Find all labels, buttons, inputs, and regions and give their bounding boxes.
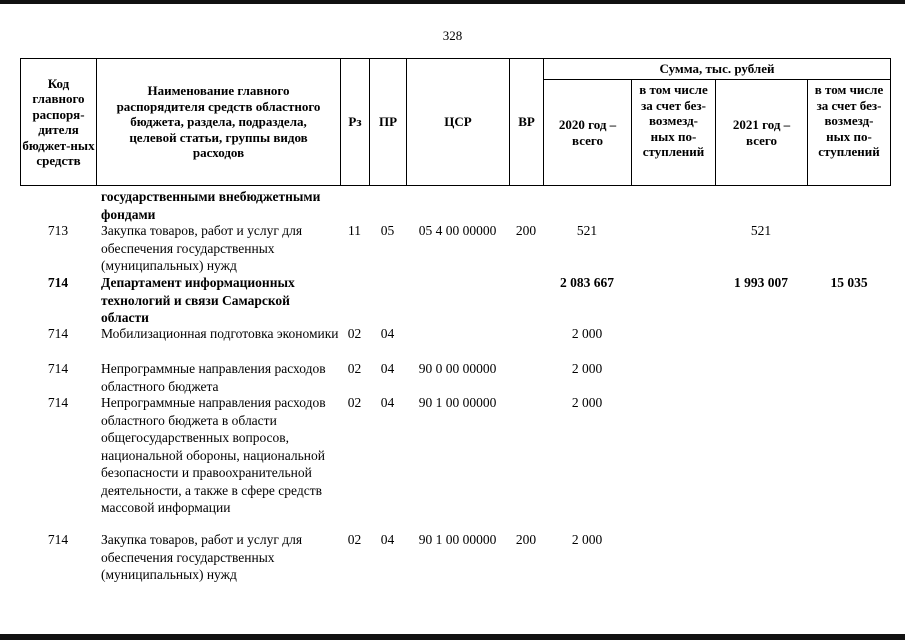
row-rz: 11	[348, 223, 361, 238]
row-pr: 04	[380, 395, 395, 410]
row-csr: 90 1 00 00000	[418, 532, 497, 547]
row-name: Непрограммные направления расходов областного бюджета в области общегосударственных вопросов, национальной обороны, национальной безопасности и правоохранительной деятельности, а также в сфере средств массовой информации	[101, 395, 326, 515]
header-code: Код главного распоря-дителя бюджет-ных средств	[20, 58, 97, 186]
page-number: 328	[442, 28, 463, 43]
row-sum-2021-free: 15 035	[830, 275, 868, 290]
row-rz: 02	[347, 395, 362, 410]
row-sum-2021: 1 993 007	[734, 275, 788, 290]
row-pr: 04	[380, 532, 395, 547]
row-pr: 04	[380, 326, 395, 341]
row-code: 714	[47, 532, 69, 547]
row-name: Департамент информационных технологий и связи Самарской области	[101, 275, 295, 325]
header-name: Наименование главного распорядителя средств областного бюджета, раздела, подраздела, целевой статьи, группы видов расходов	[96, 58, 341, 186]
row-name: Закупка товаров, работ и услуг для обеспечения государственных (муниципальных) нужд	[101, 532, 303, 582]
header-pr: ПР	[369, 58, 407, 186]
row-rz: 02	[347, 532, 362, 547]
row-csr: 90 0 00 00000	[418, 361, 497, 376]
row-name: Закупка товаров, работ и услуг для обеспечения государственных (муниципальных) нужд	[101, 223, 303, 273]
continuation-text: государственными внебюджетными фондами	[101, 189, 321, 222]
row-csr: 05 4 00 00000	[418, 223, 497, 238]
row-csr: 90 1 00 00000	[418, 395, 497, 410]
row-sum-2020: 2 000	[571, 532, 603, 547]
row-code: 713	[47, 223, 69, 238]
scan-edge-bottom	[0, 634, 905, 640]
row-vr: 200	[515, 532, 537, 547]
header-2021-total: 2021 год – всего	[715, 79, 808, 186]
row-sum-2021: 521	[750, 223, 772, 238]
row-code: 714	[47, 326, 69, 341]
row-name: Непрограммные направления расходов областного бюджета	[101, 361, 326, 394]
scan-edge-top	[0, 0, 905, 4]
header-2021-free: в том числе за счет без-возмезд-ных по-ступлений	[807, 79, 891, 186]
row-sum-2020: 2 000	[571, 326, 603, 341]
row-rz: 02	[347, 326, 362, 341]
row-sum-2020: 2 000	[571, 395, 603, 410]
row-code: 714	[47, 275, 69, 290]
row-sum-2020: 2 000	[571, 361, 603, 376]
header-sum: Сумма, тыс. рублей	[543, 58, 891, 80]
row-rz: 02	[347, 361, 362, 376]
row-sum-2020: 2 083 667	[560, 275, 614, 290]
row-code: 714	[47, 361, 69, 376]
row-pr: 05	[380, 223, 395, 238]
header-rz: Рз	[340, 58, 370, 186]
row-sum-2020: 521	[576, 223, 598, 238]
header-2020-free: в том числе за счет без-возмезд-ных по-ступлений	[631, 79, 716, 186]
row-code: 714	[47, 395, 69, 410]
header-vr: ВР	[509, 58, 544, 186]
row-name: Мобилизационная подготовка экономики	[101, 326, 339, 341]
header-2020-total: 2020 год – всего	[543, 79, 632, 186]
header-csr: ЦСР	[406, 58, 510, 186]
row-vr: 200	[515, 223, 537, 238]
row-pr: 04	[380, 361, 395, 376]
